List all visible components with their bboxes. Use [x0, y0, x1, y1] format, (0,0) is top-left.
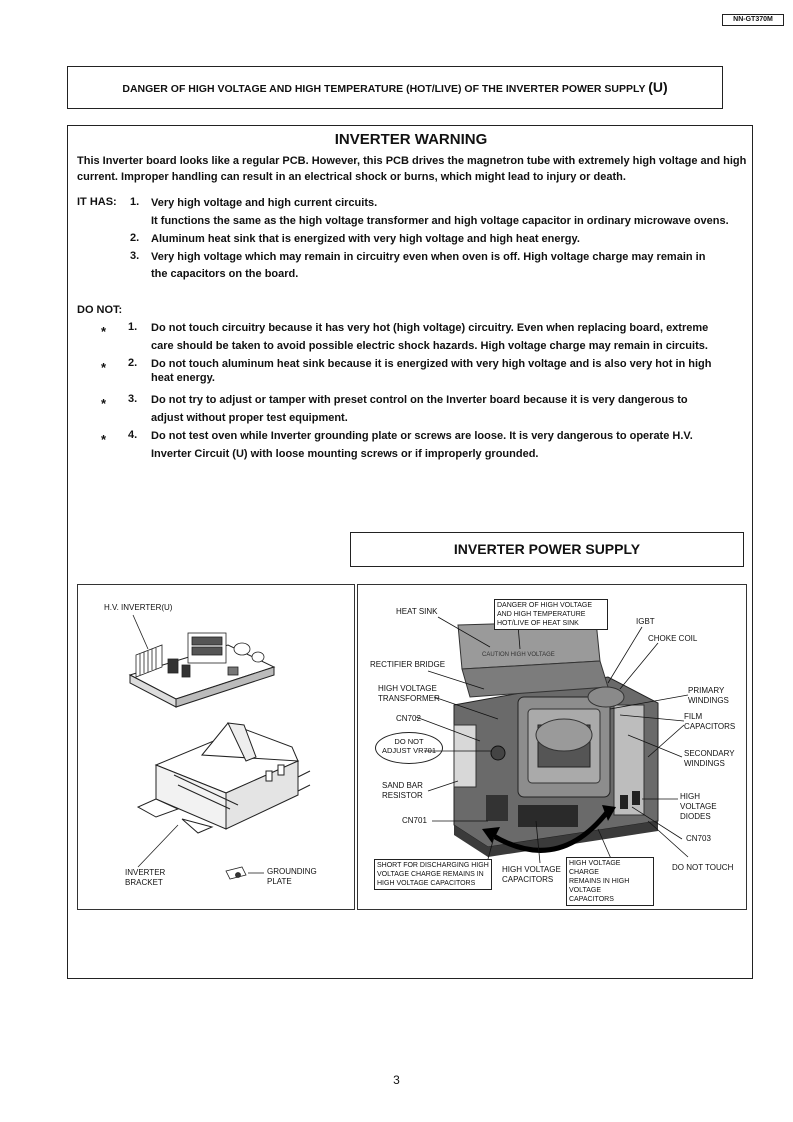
it-has-1-line1: Very high voltage and high current circuits. — [151, 197, 378, 209]
hv-charge-box — [566, 857, 654, 906]
grounding-plate-label-2: PLATE — [267, 877, 292, 886]
secondary-windings-label-1: SECONDARY — [684, 749, 735, 758]
it-has-1-line2: It functions the same as the high voltage transformer and high voltage capacitor in ordinary microwave ovens. — [151, 215, 729, 227]
hv-charge-line1: HIGH VOLTAGE CHARGE — [569, 860, 621, 876]
do-not-1-star: * — [101, 324, 107, 339]
do-not-1-num: 1. — [128, 321, 138, 333]
sand-bar-label-1: SAND BAR — [382, 781, 423, 790]
hv-diodes-label-1: HIGH — [680, 792, 700, 801]
heat-sink-caution-text: CAUTION HIGH VOLTAGE — [482, 652, 555, 658]
inverter-drawing — [78, 585, 354, 909]
inverter-board-photo-panel — [357, 584, 747, 910]
hv-charge-line2: REMAINS IN HIGH VOLTAGE — [569, 878, 630, 894]
primary-windings-label-2: WINDINGS — [688, 696, 729, 705]
short-discharge-line2: VOLTAGE CHARGE REMAINS IN — [377, 871, 484, 878]
inverter-location-panel — [77, 584, 355, 910]
do-not-1-line1: Do not touch circuitry because it has very hot (high voltage) circuitry. Even when replacing board, extreme — [151, 322, 709, 334]
hv-diodes-label-3: DIODES — [680, 812, 711, 821]
danger-heat-sink-line3: HOT/LIVE OF HEAT SINK — [497, 620, 579, 627]
danger-title: DANGER OF HIGH VOLTAGE AND HIGH TEMPERATURE (HOT/LIVE) OF THE INVERTER POWER SUPPLY — [122, 83, 646, 95]
do-not-4-line2: Inverter Circuit (U) with loose mounting screws or if improperly grounded. — [151, 448, 539, 460]
it-has-3-line2: the capacitors on the board. — [151, 268, 299, 280]
igbt-label: IGBT — [636, 617, 655, 626]
do-not-3-star: * — [101, 396, 107, 411]
it-has-2-num: 2. — [130, 232, 140, 244]
do-not-1-line2: care should be taken to avoid possible electric shock hazards. High voltage charge may remain in circuits. — [151, 340, 708, 352]
do-not-2-num: 2. — [128, 357, 138, 369]
do-not-4-star: * — [101, 432, 107, 447]
do-not-adjust-oval — [375, 732, 443, 764]
short-discharge-line3: HIGH VOLTAGE CAPACITORS — [377, 880, 476, 887]
short-discharge-line1: SHORT FOR DISCHARGING HIGH — [377, 862, 489, 869]
danger-title-box — [67, 66, 723, 109]
model-tag: NN-GT370M — [722, 14, 784, 26]
it-has-2-line1: Aluminum heat sink that is energized with very high voltage and high heat energy. — [151, 233, 580, 245]
danger-heat-sink-line2: AND HIGH TEMPERATURE — [497, 611, 586, 618]
grounding-plate-label-1: GROUNDING — [267, 867, 317, 876]
do-not-3-line1: Do not try to adjust or tamper with preset control on the Inverter board because it is very dangerous to — [151, 394, 688, 406]
warning-title: INVERTER WARNING — [334, 131, 488, 148]
heat-sink-label: HEAT SINK — [396, 607, 438, 616]
choke-coil-label: CHOKE COIL — [648, 634, 698, 643]
secondary-windings-label-2: WINDINGS — [684, 759, 725, 768]
hv-transformer-label-2: TRANSFORMER — [378, 694, 440, 703]
short-discharge-box — [374, 859, 492, 890]
cn703-label: CN703 — [686, 834, 711, 843]
primary-windings-label-1: PRIMARY — [688, 686, 725, 695]
do-not-3-line2: adjust without proper test equipment. — [151, 412, 348, 424]
danger-heat-sink-line1: DANGER OF HIGH VOLTAGE — [497, 602, 593, 609]
do-not-label: DO NOT: — [77, 304, 123, 316]
do-not-touch-label: DO NOT TOUCH — [672, 863, 734, 872]
hv-capacitors-label-1: HIGH VOLTAGE — [502, 865, 561, 874]
cn701-label: CN701 — [402, 816, 427, 825]
rectifier-bridge-label: RECTIFIER BRIDGE — [370, 660, 446, 669]
hv-capacitors-label-2: CAPACITORS — [502, 875, 554, 884]
it-has-3-num: 3. — [130, 250, 140, 262]
sand-bar-label-2: RESISTOR — [382, 791, 423, 800]
power-supply-title: INVERTER POWER SUPPLY — [350, 532, 744, 567]
danger-title-suffix: (U) — [648, 79, 668, 95]
it-has-3-line1: Very high voltage which may remain in circuitry even when oven is off. High voltage charge may remain in — [151, 251, 706, 263]
hv-transformer-label-1: HIGH VOLTAGE — [378, 684, 437, 693]
page-number: 3 — [393, 1073, 400, 1087]
do-not-2-line1: Do not touch aluminum heat sink because it is energized with very high voltage and is also very hot in high — [151, 358, 712, 370]
danger-heat-sink-box — [494, 599, 608, 630]
cn702-label: CN702 — [396, 714, 421, 723]
film-capacitors-label-1: FILM — [684, 712, 703, 721]
inverter-bracket-label-2: BRACKET — [125, 878, 163, 887]
film-capacitors-label-2: CAPACITORS — [684, 722, 736, 731]
do-not-3-num: 3. — [128, 393, 138, 405]
do-not-4-num: 4. — [128, 429, 138, 441]
do-not-2-star: * — [101, 360, 107, 375]
do-not-adjust-line2: ADJUST VR701 — [381, 746, 437, 755]
do-not-2-line2: heat energy. — [151, 372, 215, 384]
it-has-label: IT HAS: — [77, 196, 117, 208]
warning-intro: This Inverter board looks like a regular PCB. However, this PCB drives the magnetron tube with extremely high voltage and high current. Improper handling can result in an electrical shock or burns, which might lead to injury or death. — [77, 155, 747, 183]
hv-diodes-label-2: VOLTAGE — [680, 802, 717, 811]
hv-inverter-label: H.V. INVERTER(U) — [104, 603, 173, 612]
do-not-adjust-line1: DO NOT — [394, 737, 424, 746]
inverter-bracket-label-1: INVERTER — [125, 868, 166, 877]
do-not-4-line1: Do not test oven while Inverter grounding plate or screws are loose. It is very dangerous to operate H.V. — [151, 430, 693, 442]
it-has-1-num: 1. — [130, 196, 140, 208]
hv-charge-line3: CAPACITORS — [569, 896, 614, 903]
